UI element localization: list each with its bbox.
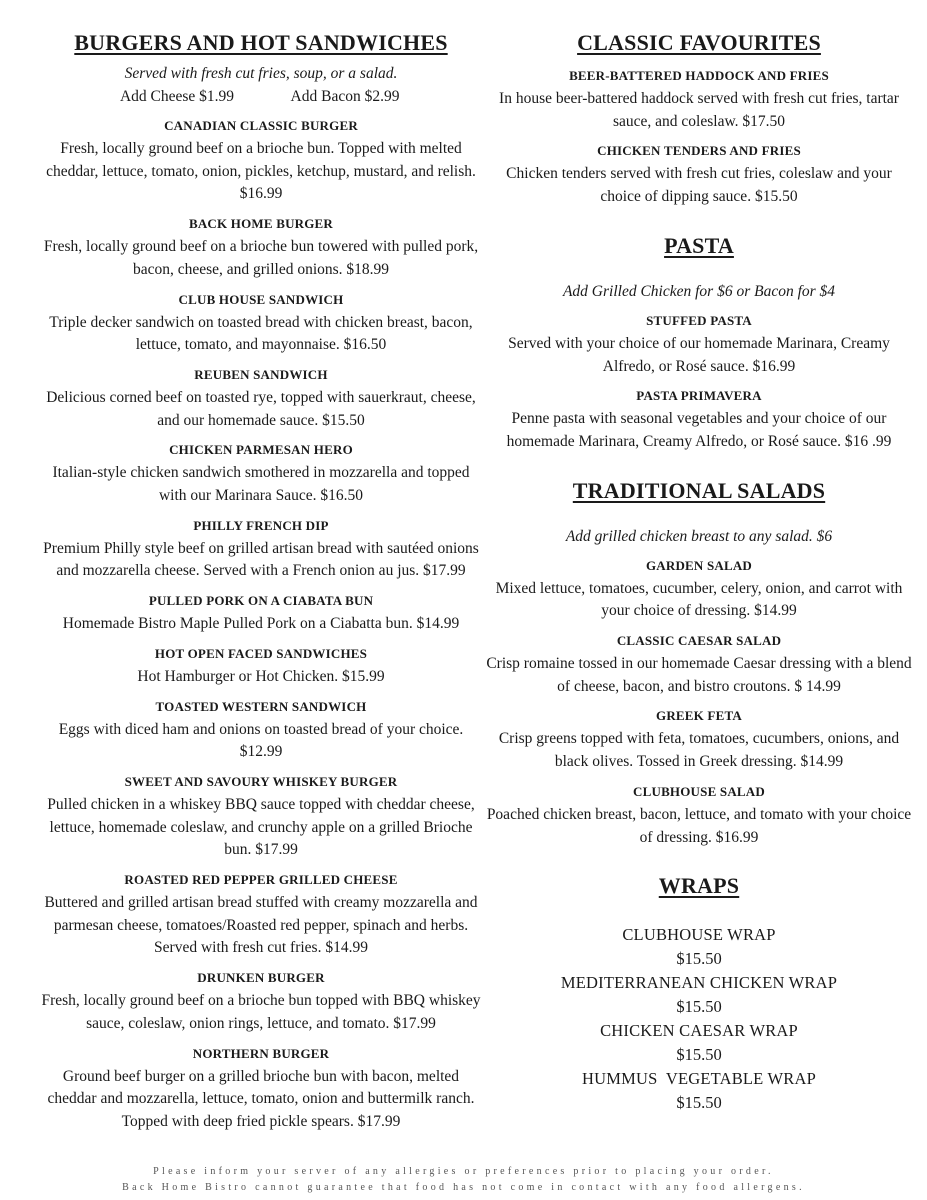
menu-item xyxy=(38,772,484,862)
menu-item xyxy=(38,968,484,1035)
menu-item-name: PHILLY FRENCH DIP xyxy=(193,517,329,533)
menu-item-description: Fresh, locally ground beef on a brioche bun. Topped with melted cheddar, lettuce, tomato, onion, pickles, ketchup, mustard, and relish. $16.99 xyxy=(46,140,476,203)
menu-item-description: Poached chicken breast, bacon, lettuce, and tomato with your choice of dressing. $16.99 xyxy=(486,805,912,846)
menu-item xyxy=(38,116,484,206)
menu-item-description: Crisp greens topped with feta, tomatoes, cucumbers, onions, and black olives. Tossed in Greek dressing. $14.99 xyxy=(498,730,900,771)
salads-list xyxy=(486,556,912,850)
menu-item-name: GARDEN SALAD xyxy=(645,557,753,573)
menu-item-description: Premium Philly style beef on grilled artisan bread with sautéed onions and mozzarella cheese. Served with a French onion au jus. $17.99 xyxy=(43,539,479,580)
pasta-intro: Add Grilled Chicken for $6 or Bacon for $4 xyxy=(562,282,836,300)
allergy-footer xyxy=(0,1164,927,1196)
menu-item-description: Delicious corned beef on toasted rye, topped with sauerkraut, cheese, and our homemade sauce. $15.50 xyxy=(46,388,476,429)
menu-item-name: SWEET AND SAVOURY WHISKEY BURGER xyxy=(124,773,398,789)
menu-item-name: ROASTED RED PEPPER GRILLED CHEESE xyxy=(124,872,398,888)
wraps-section xyxy=(486,871,912,1115)
menu-item xyxy=(486,311,912,378)
wrap-price: $15.50 xyxy=(676,949,722,969)
menu-item-name: CANADIAN CLASSIC BURGER xyxy=(164,118,358,133)
menu-item-name: BACK HOME BURGER xyxy=(188,216,334,232)
pasta-section xyxy=(486,231,912,454)
addon-bacon: Add Bacon $2.99 xyxy=(290,88,400,105)
wrap-name: HUMMUS VEGETABLE WRAP xyxy=(582,1069,816,1089)
footer-line-1: Please inform your server of any allergies or preferences prior to placing your order. xyxy=(153,1166,774,1177)
menu-item-description: Hot Hamburger or Hot Chicken. $15.99 xyxy=(137,667,385,685)
menu-item-name: CHICKEN PARMESAN HERO xyxy=(169,442,353,458)
menu-item-name: NORTHERN BURGER xyxy=(192,1045,330,1061)
menu-item-name: PULLED PORK ON A CIABATA BUN xyxy=(148,593,374,609)
burgers-section xyxy=(38,28,484,1134)
menu-item-description: Homemade Bistro Maple Pulled Pork on a Ciabatta bun. $14.99 xyxy=(62,615,460,633)
menu-item xyxy=(486,706,912,773)
classic-section xyxy=(486,28,912,209)
menu-item-name: CLUBHOUSE SALAD xyxy=(633,783,765,799)
menu-item xyxy=(486,782,912,849)
menu-item-description: Eggs with diced ham and onions on toasted bread of your choice. $12.99 xyxy=(58,720,464,761)
burgers-intro: Served with fresh cut fries, soup, or a salad. xyxy=(124,65,398,82)
salads-title: TRADITIONAL SALADS xyxy=(572,477,826,503)
menu-item xyxy=(38,644,484,689)
menu-item-description: Chicken tenders served with fresh cut fries, coleslaw and your choice of dipping sauce. $15.50 xyxy=(506,165,892,206)
pasta-title: PASTA xyxy=(664,232,734,258)
menu-item-name: GREEK FETA xyxy=(656,708,742,724)
menu-item xyxy=(486,141,912,208)
menu-item xyxy=(38,697,484,764)
menu-item-name: REUBEN SANDWICH xyxy=(194,366,328,382)
menu-item xyxy=(486,386,912,453)
wrap-name: CLUBHOUSE WRAP xyxy=(622,925,776,945)
menu-item-description: Buttered and grilled artisan bread stuffed with creamy mozzarella and parmesan cheese, tomatoes/Roasted red pepper, spinach and herbs. Served with fresh cut fries. $14.99 xyxy=(44,894,478,957)
wrap-price: $15.50 xyxy=(676,1093,722,1113)
burgers-list xyxy=(38,116,484,1134)
menu-item-name: TOASTED WESTERN SANDWICH xyxy=(155,698,367,714)
menu-item-description: Triple decker sandwich on toasted bread with chicken breast, bacon, lettuce, tomato, and mayonnaise. $16.50 xyxy=(49,313,473,354)
menu-item xyxy=(38,591,484,636)
menu-item-name: PASTA PRIMAVERA xyxy=(636,388,762,404)
menu-item-description: Ground beef burger on a grilled brioche bun with bacon, melted cheddar and mozzarella, lettuce, tomato, onion and buttermilk ranch. Topped with deep fried pickle spears. $17.99 xyxy=(47,1067,475,1130)
menu-item-name: CLUB HOUSE SANDWICH xyxy=(178,291,344,307)
menu-item-name: CLASSIC CAESAR SALAD xyxy=(616,633,782,649)
classic-title: CLASSIC FAVOURITES xyxy=(577,30,821,55)
menu-item xyxy=(38,1044,484,1134)
wrap-price: $15.50 xyxy=(676,997,722,1017)
menu-item xyxy=(38,214,484,281)
footer-line-2: Back Home Bistro cannot guarantee that food has not come in contact with any food allergens. xyxy=(122,1182,805,1193)
burgers-addons xyxy=(38,85,484,108)
menu-item-description: Fresh, locally ground beef on a brioche bun towered with pulled pork, bacon, cheese, and grilled onions. $18.99 xyxy=(43,238,479,278)
menu-item-description: Fresh, locally ground beef on a brioche bun topped with BBQ whiskey sauce, coleslaw, onion rings, lettuce, and tomato. $17.99 xyxy=(41,992,481,1032)
menu-item-name: STUFFED PASTA xyxy=(646,312,752,328)
menu-item xyxy=(486,556,912,623)
wrap-name: CHICKEN CAESAR WRAP xyxy=(600,1021,798,1041)
menu-item-description: Penne pasta with seasonal vegetables and your choice of our homemade Marinara, Creamy Alfredo, or Rosé sauce. $16 .99 xyxy=(506,410,892,450)
menu-item-description: Crisp romaine tossed in our homemade Caesar dressing with a blend of cheese, bacon, and bistro croutons. $ 14.99 xyxy=(486,655,912,695)
menu-item-description: In house beer-battered haddock served with fresh cut fries, tartar sauce, and coleslaw. $17.50 xyxy=(499,90,899,130)
menu-item xyxy=(38,870,484,960)
wrap-name: MEDITERRANEAN CHICKEN WRAP xyxy=(560,973,838,993)
menu-item xyxy=(38,365,484,432)
menu-item xyxy=(38,290,484,357)
menu-item xyxy=(38,440,484,507)
classic-list xyxy=(486,66,912,209)
wraps-title: WRAPS xyxy=(658,873,740,899)
menu-item xyxy=(486,66,912,133)
addon-cheese: Add Cheese $1.99 xyxy=(119,88,235,105)
menu-item-name: CHICKEN TENDERS AND FRIES xyxy=(597,143,801,159)
menu-item xyxy=(486,631,912,698)
salads-intro: Add grilled chicken breast to any salad. $6 xyxy=(565,527,833,545)
menu-item-name: HOT OPEN FACED SANDWICHES xyxy=(154,645,368,661)
menu-item-description: Italian-style chicken sandwich smothered in mozzarella and topped with our Marinara Sauce. $16.50 xyxy=(52,464,470,505)
wraps-list xyxy=(486,923,912,1115)
right-column xyxy=(486,28,912,1115)
menu-item-description: Pulled chicken in a whiskey BBQ sauce topped with cheddar cheese, lettuce, homemade coleslaw, and crunchy apple on a grilled Brioche bun. $17.99 xyxy=(47,795,475,859)
pasta-list xyxy=(486,311,912,454)
salads-section xyxy=(486,476,912,850)
menu-item-name: DRUNKEN BURGER xyxy=(197,970,325,986)
wrap-price: $15.50 xyxy=(676,1045,722,1065)
menu-item-description: Mixed lettuce, tomatoes, cucumber, celery, onion, and carrot with your choice of dressing. $14.99 xyxy=(495,579,903,620)
burgers-title: BURGERS AND HOT SANDWICHES xyxy=(74,30,448,55)
menu-item xyxy=(38,516,484,583)
menu-item-name: BEER-BATTERED HADDOCK AND FRIES xyxy=(569,68,829,83)
menu-item-description: Served with your choice of our homemade Marinara, Creamy Alfredo, or Rosé sauce. $16.99 xyxy=(508,334,890,375)
